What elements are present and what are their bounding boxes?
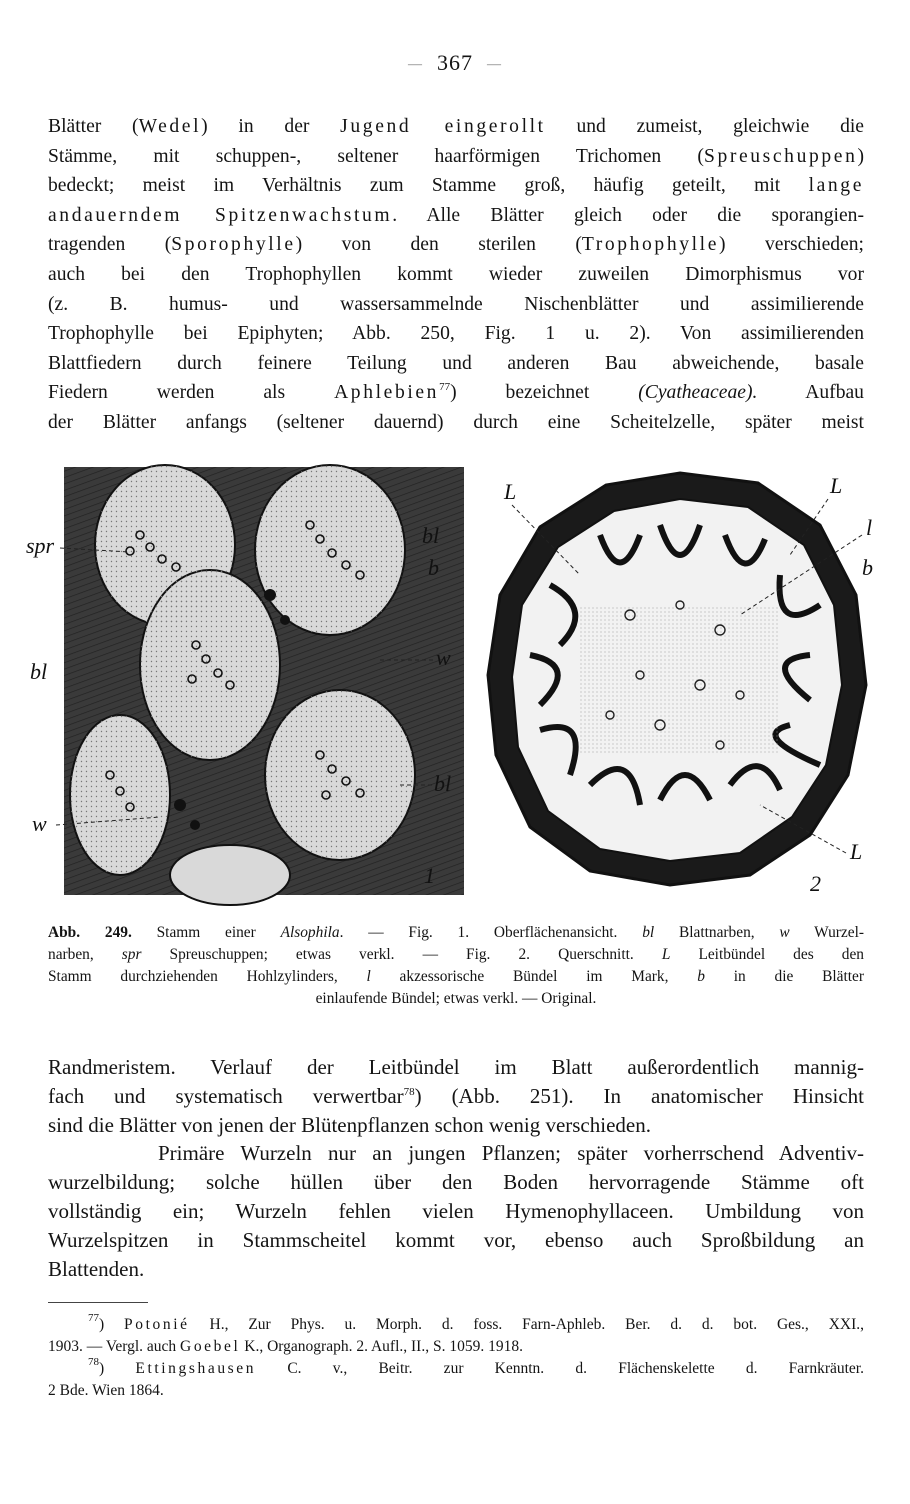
fig2-cross-section-illustration [488, 473, 866, 885]
text-line: Blattfiedern durch feinere Teilung und anderen Bau abweichende, basale [48, 352, 864, 374]
label-L-left: L [504, 479, 517, 504]
label-L-bottom: L [850, 839, 863, 864]
text-line: auch bei den Trophophyllen kommt wieder zuweilen Dimorphismus vor [48, 263, 864, 285]
label-fig1: 1 [424, 863, 435, 888]
text-line: wurzelbildung; solche hüllen über den Boden hervorragende Stämme oft [48, 1170, 864, 1195]
label-b-right: b [862, 555, 873, 580]
figure-caption [48, 922, 864, 1010]
text-line: der Blätter anfangs (seltener dauernd) durch eine Scheitelzelle, später meist [48, 411, 864, 433]
text-line: Trophophylle bei Epiphyten; Abb. 250, Fig. 1 u. 2). Von assimilierenden [48, 323, 864, 345]
label-w-right: w [436, 645, 451, 670]
text-line: Blätter (Wedel) in der Jugend eingerollt und zumeist, gleichwie die [48, 116, 865, 137]
text-line: Stämme, mit schuppen-, seltener haarförmigen Trichomen (Spreuschuppen) [48, 145, 864, 167]
paragraph-body [48, 1053, 864, 1283]
label-w-left: w [32, 811, 47, 836]
caption-line: narben, spr Spreuschuppen; etwas verkl. — Fig. 2. Querschnitt. L Leitbündel des den [48, 946, 864, 963]
footnotes [48, 1314, 864, 1402]
text-line: bedeckt; meist im Verhältnis zum Stamme groß, häufig geteilt, mit lange [48, 175, 864, 197]
caption-line: Abb. 249. Stamm einer Alsophila. — Fig. 1. Oberflächenansicht. bl Blattnarben, w Wurzel- [48, 924, 864, 941]
text-line: Fiedern werden als Aphlebien$^{77}$) bezeichnet (Cyatheaceae). Aufbau [48, 381, 864, 404]
text-line: Wurzelspitzen in Stammscheitel kommt vor, ebenso auch Sproßbildung an [48, 1227, 864, 1252]
label-fig2: 2 [810, 871, 821, 896]
text-line: sind die Blätter von jenen der Blütenpflanzen schon wenig verschieden. [48, 1112, 651, 1137]
text-line: andauerndem Spitzenwachstum. Alle Blätter gleich oder die sporangien- [48, 204, 864, 226]
label-bl-bottom: bl [434, 771, 452, 796]
label-bl-top: bl [422, 523, 440, 548]
text-line: tragenden (Sporophylle) von den sterilen (Trophophylle) verschieden; [48, 234, 865, 256]
label-b: b [428, 555, 439, 580]
text-line: (z. B. humus- und wassersammelnde Nischenblätter und assimilierende [48, 293, 864, 315]
text-line: fach und systematisch verwertbar$^{78}$) (Abb. 251). In anatomischer Hinsicht [48, 1083, 864, 1108]
footnote-rule [48, 1302, 148, 1303]
label-L-right: L [830, 473, 843, 498]
text-line: vollständig ein; Wurzeln fehlen vielen Hymenophyllaceen. Umbildung von [48, 1198, 864, 1223]
text-line: Randmeristem. Verlauf der Leitbündel im Blatt außerordentlich mannig- [48, 1055, 864, 1079]
label-l: l [866, 515, 873, 540]
caption-line: einlaufende Bündel; etwas verkl. — Original. [315, 990, 597, 1007]
footnote-77-cont: 1903. — Vergl. auch Goebel K., Organograph. 2. Aufl., II., S. 1059. 1918. [48, 1338, 523, 1355]
text-line: Blattenden. [48, 1256, 145, 1281]
page-number: — 367 — [408, 50, 502, 75]
label-bl-left: bl [30, 659, 48, 684]
figure-abb-249 [20, 455, 900, 910]
paragraph-leaf-description [48, 112, 864, 438]
footnote-78-cont: 2 Bde. Wien 1864. [48, 1382, 164, 1399]
label-spr: spr [26, 533, 55, 558]
caption-line: Stamm durchziehenden Hohlzylinders, l akzessorische Bündel im Mark, b in die Blätter [48, 968, 864, 985]
footnote-77: $^{77}$) Potonié H., Zur Phys. u. Morph. d. foss. Farn-Aphleb. Ber. d. d. bot. Ges., XXI., [88, 1312, 864, 1333]
text-line: Primäre Wurzeln nur an jungen Pflanzen; später vorherrschend Adventiv- [158, 1141, 864, 1166]
footnote-78: $^{78}$) Ettingshausen C. v., Beitr. zur Kenntn. d. Flächenskelette d. Farnkräuter. [88, 1356, 864, 1377]
fig1-stem-surface-illustration [64, 465, 464, 905]
